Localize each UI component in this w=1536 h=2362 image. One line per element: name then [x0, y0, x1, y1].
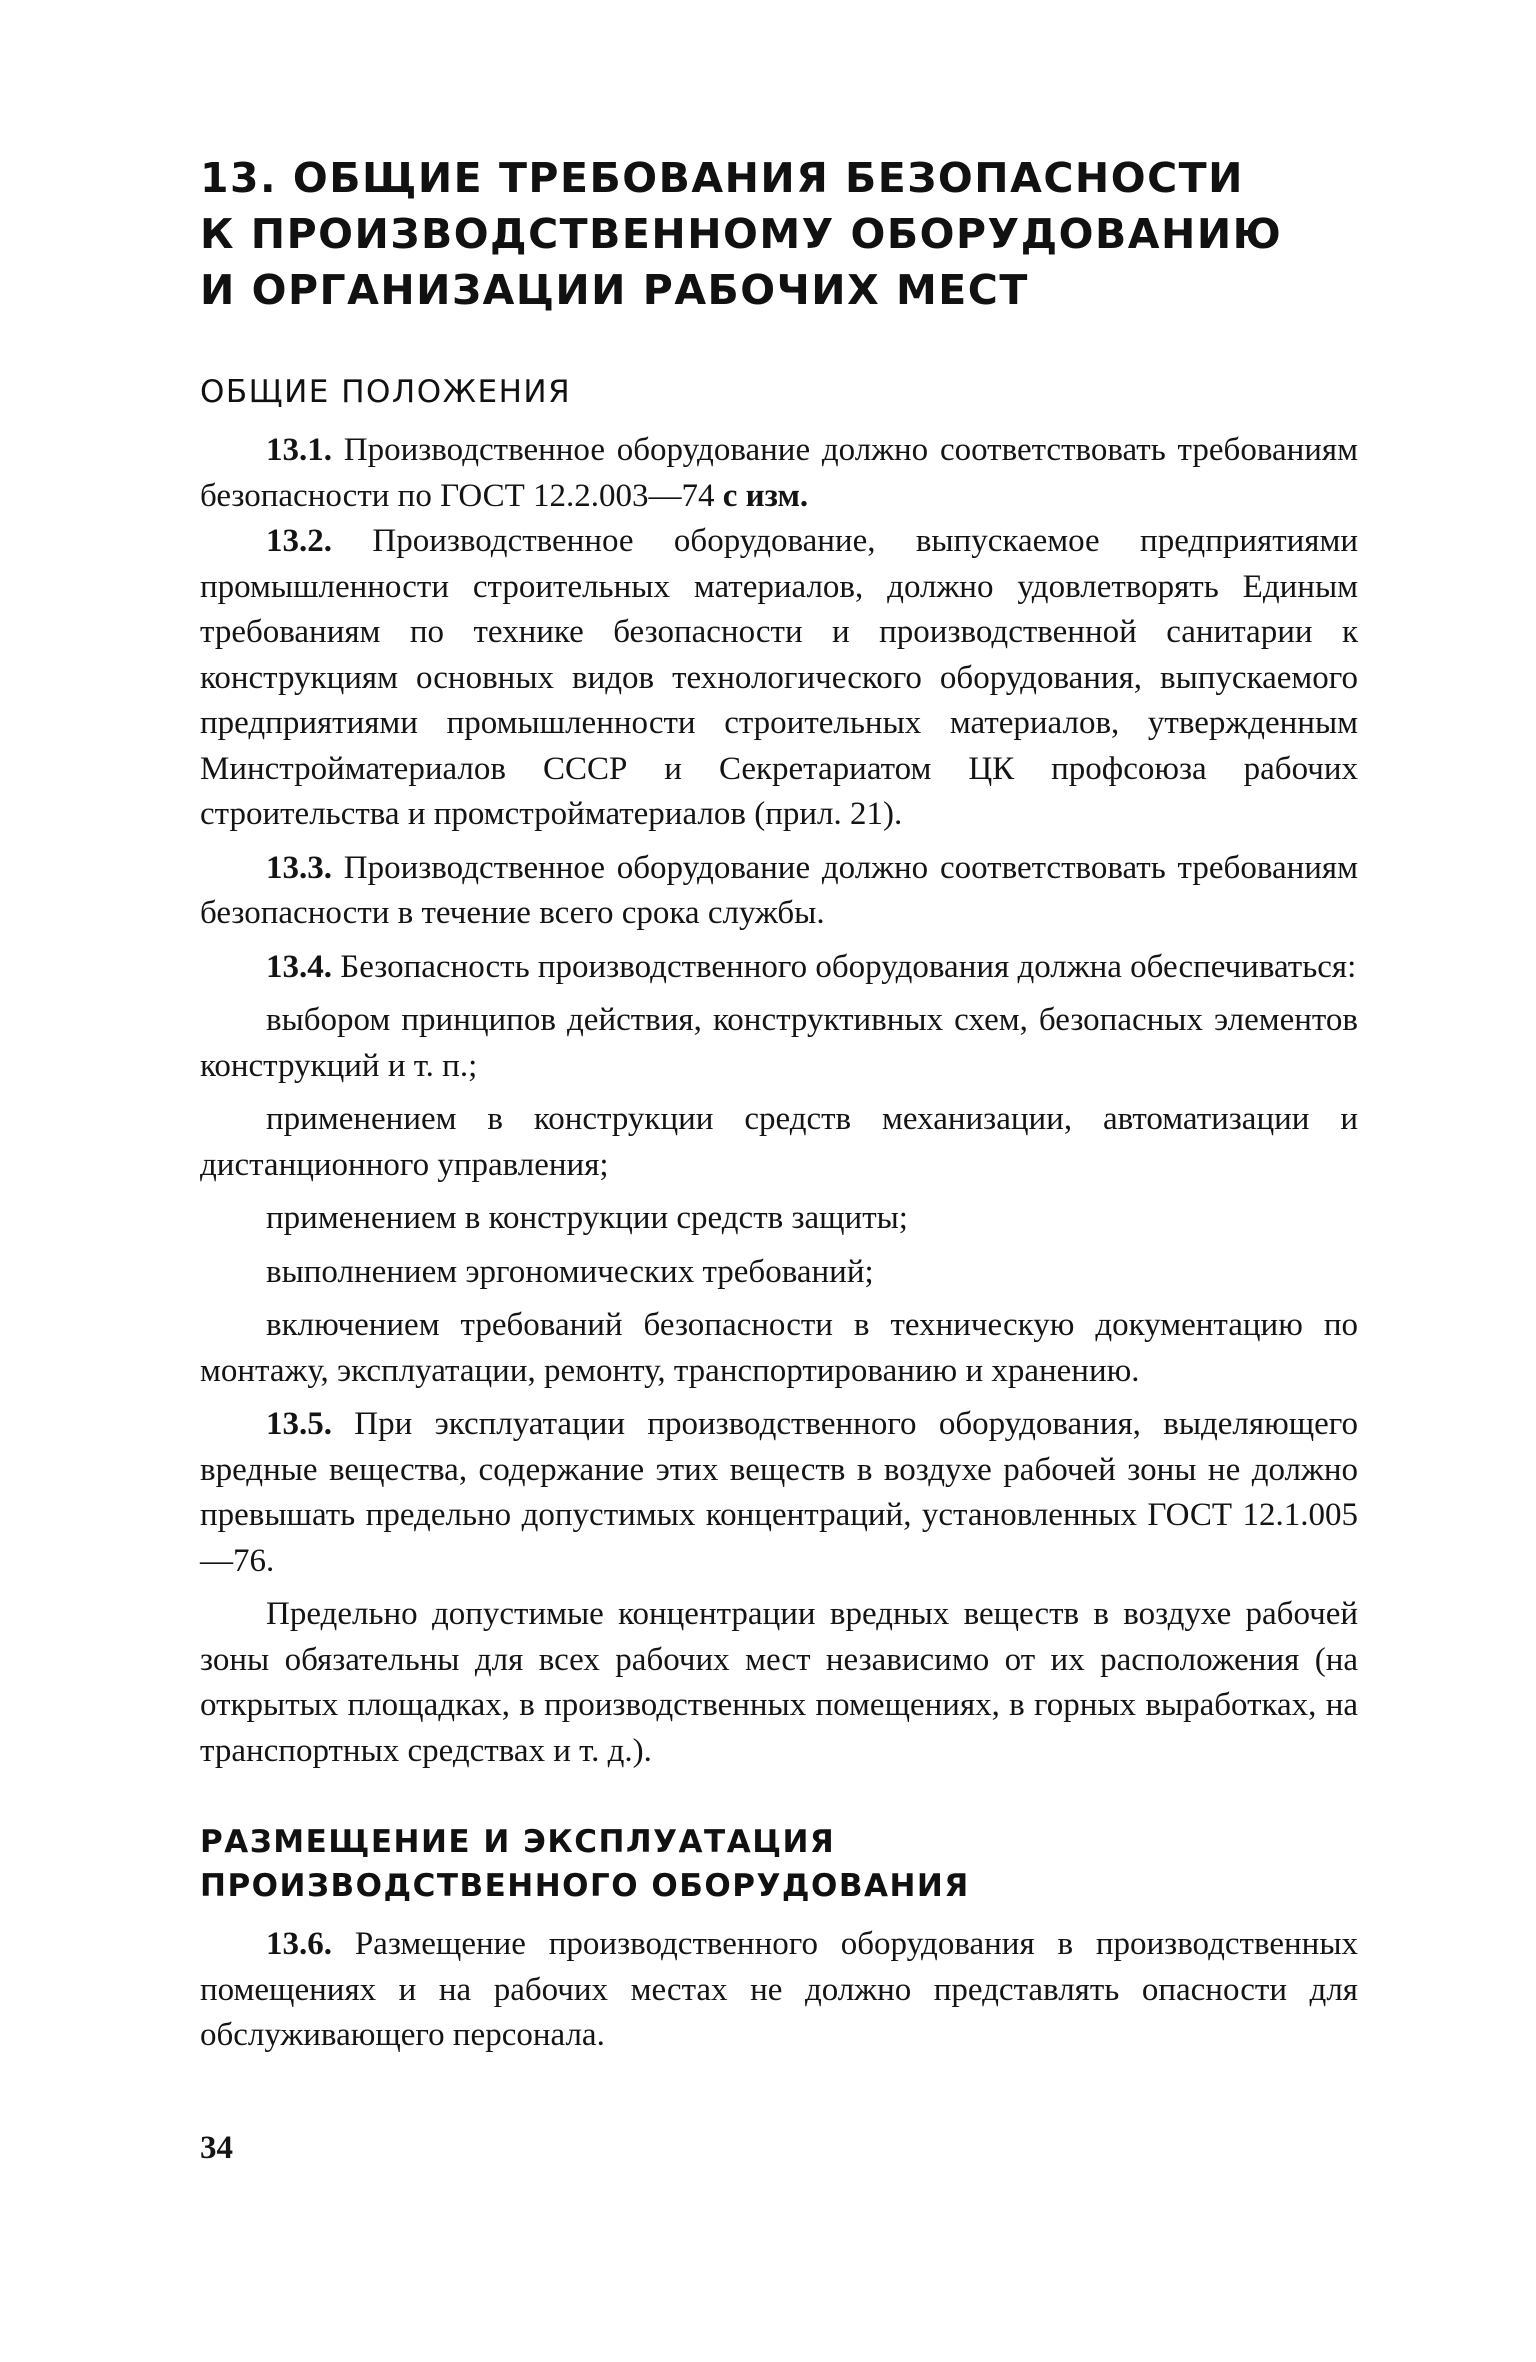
paragraph-number: 13.4.: [266, 948, 332, 985]
chapter-title: [200, 150, 1358, 318]
paragraph-text: Безопасность производственного оборудования должна обеспечиваться:: [332, 948, 1357, 985]
chapter-title-line-2: К ПРОИЗВОДСТВЕННОМУ ОБОРУДОВАНИЮ: [200, 210, 1283, 258]
section-title-line-1: РАЗМЕЩЕНИЕ И ЭКСПЛУАТАЦИЯ: [200, 1824, 836, 1860]
section-title-general: ОБЩИЕ ПОЛОЖЕНИЯ: [200, 374, 572, 410]
list-item: выполнением эргономических требований;: [266, 1253, 874, 1290]
paragraph-13-5-continuation: Предельно допустимые концентрации вредных веществ в воздухе рабочей зоны обязательны для всех рабочих мест независимо от их расположения (на открытых площадках, в производственных помещениях, в горных выработках, на транспортных средствах и т. д.).: [200, 1596, 1358, 1769]
section-title-line-2: ПРОИЗВОДСТВЕННОГО ОБОРУДОВАНИЯ: [200, 1868, 970, 1904]
paragraph-text: Производственное оборудование должно соответствовать требованиям безопасности в течение всего срока службы.: [200, 849, 1358, 931]
chapter-title-line-1: 13. ОБЩИЕ ТРЕБОВАНИЯ БЕЗОПАСНОСТИ: [200, 154, 1244, 202]
paragraph-number: 13.1.: [266, 432, 332, 468]
paragraph-number: 13.6.: [266, 1926, 332, 1962]
paragraph-13-5: [200, 1402, 1358, 1584]
paragraph-13-4: [200, 945, 1358, 991]
list-item: выбором принципов действия, конструктивных схем, безопасных элементов конструкций и т. п.;: [200, 1002, 1358, 1084]
paragraph-number: 13.5.: [266, 1406, 332, 1442]
document-page: [200, 150, 1358, 2059]
paragraph-13-2: [200, 519, 1358, 838]
paragraph-text: Размещение производственного оборудования в производственных помещениях и на рабочих местах не должно представлять опасности для обслуживающего персонала.: [200, 1926, 1358, 2053]
paragraph-text: Производственное оборудование должно соответствовать требованиям безопасности по ГОСТ 12.2.003—74: [200, 432, 1358, 514]
paragraph-text: При эксплуатации производственного оборудования, выделяющего вредные вещества, содержание этих веществ в воздухе рабочей зоны не должно превышать предельно допустимых концентраций, установленных ГОСТ 12.1.005—76.: [200, 1406, 1358, 1579]
list-item: применением в конструкции средств механизации, автоматизации и дистанционного управления;: [200, 1101, 1358, 1183]
paragraph-number: 13.2.: [266, 523, 332, 559]
paragraph-13-6: [200, 1922, 1358, 2059]
list-item: применением в конструкции средств защиты;: [266, 1200, 908, 1236]
paragraph-13-3: [200, 846, 1358, 937]
paragraph-text: Производственное оборудование, выпускаемое предприятиями промышленности строительных материалов, должно удовлетворять Единым требованиям по технике безопасности и производственной санитарии к конструкциям основных видов технологического оборудования, выпускаемого предприятиями промышленности строительных материалов, утвержденным Минстройматериалов СССР и Секретариатом ЦК профсоюза рабочих строительства и промстройматериалов (прил. 21).: [200, 523, 1358, 832]
page-number: 34: [200, 2130, 233, 2166]
paragraph-13-1: [200, 428, 1358, 519]
list-item: включением требований безопасности в техническую документацию по монтажу, эксплуатации, ремонту, транспортированию и хранению.: [200, 1307, 1358, 1389]
paragraph-suffix: с изм.: [722, 477, 809, 514]
paragraph-number: 13.3.: [266, 849, 332, 886]
chapter-title-line-3: И ОРГАНИЗАЦИИ РАБОЧИХ МЕСТ: [200, 266, 1029, 314]
section-title-placement: [200, 1820, 1358, 1908]
